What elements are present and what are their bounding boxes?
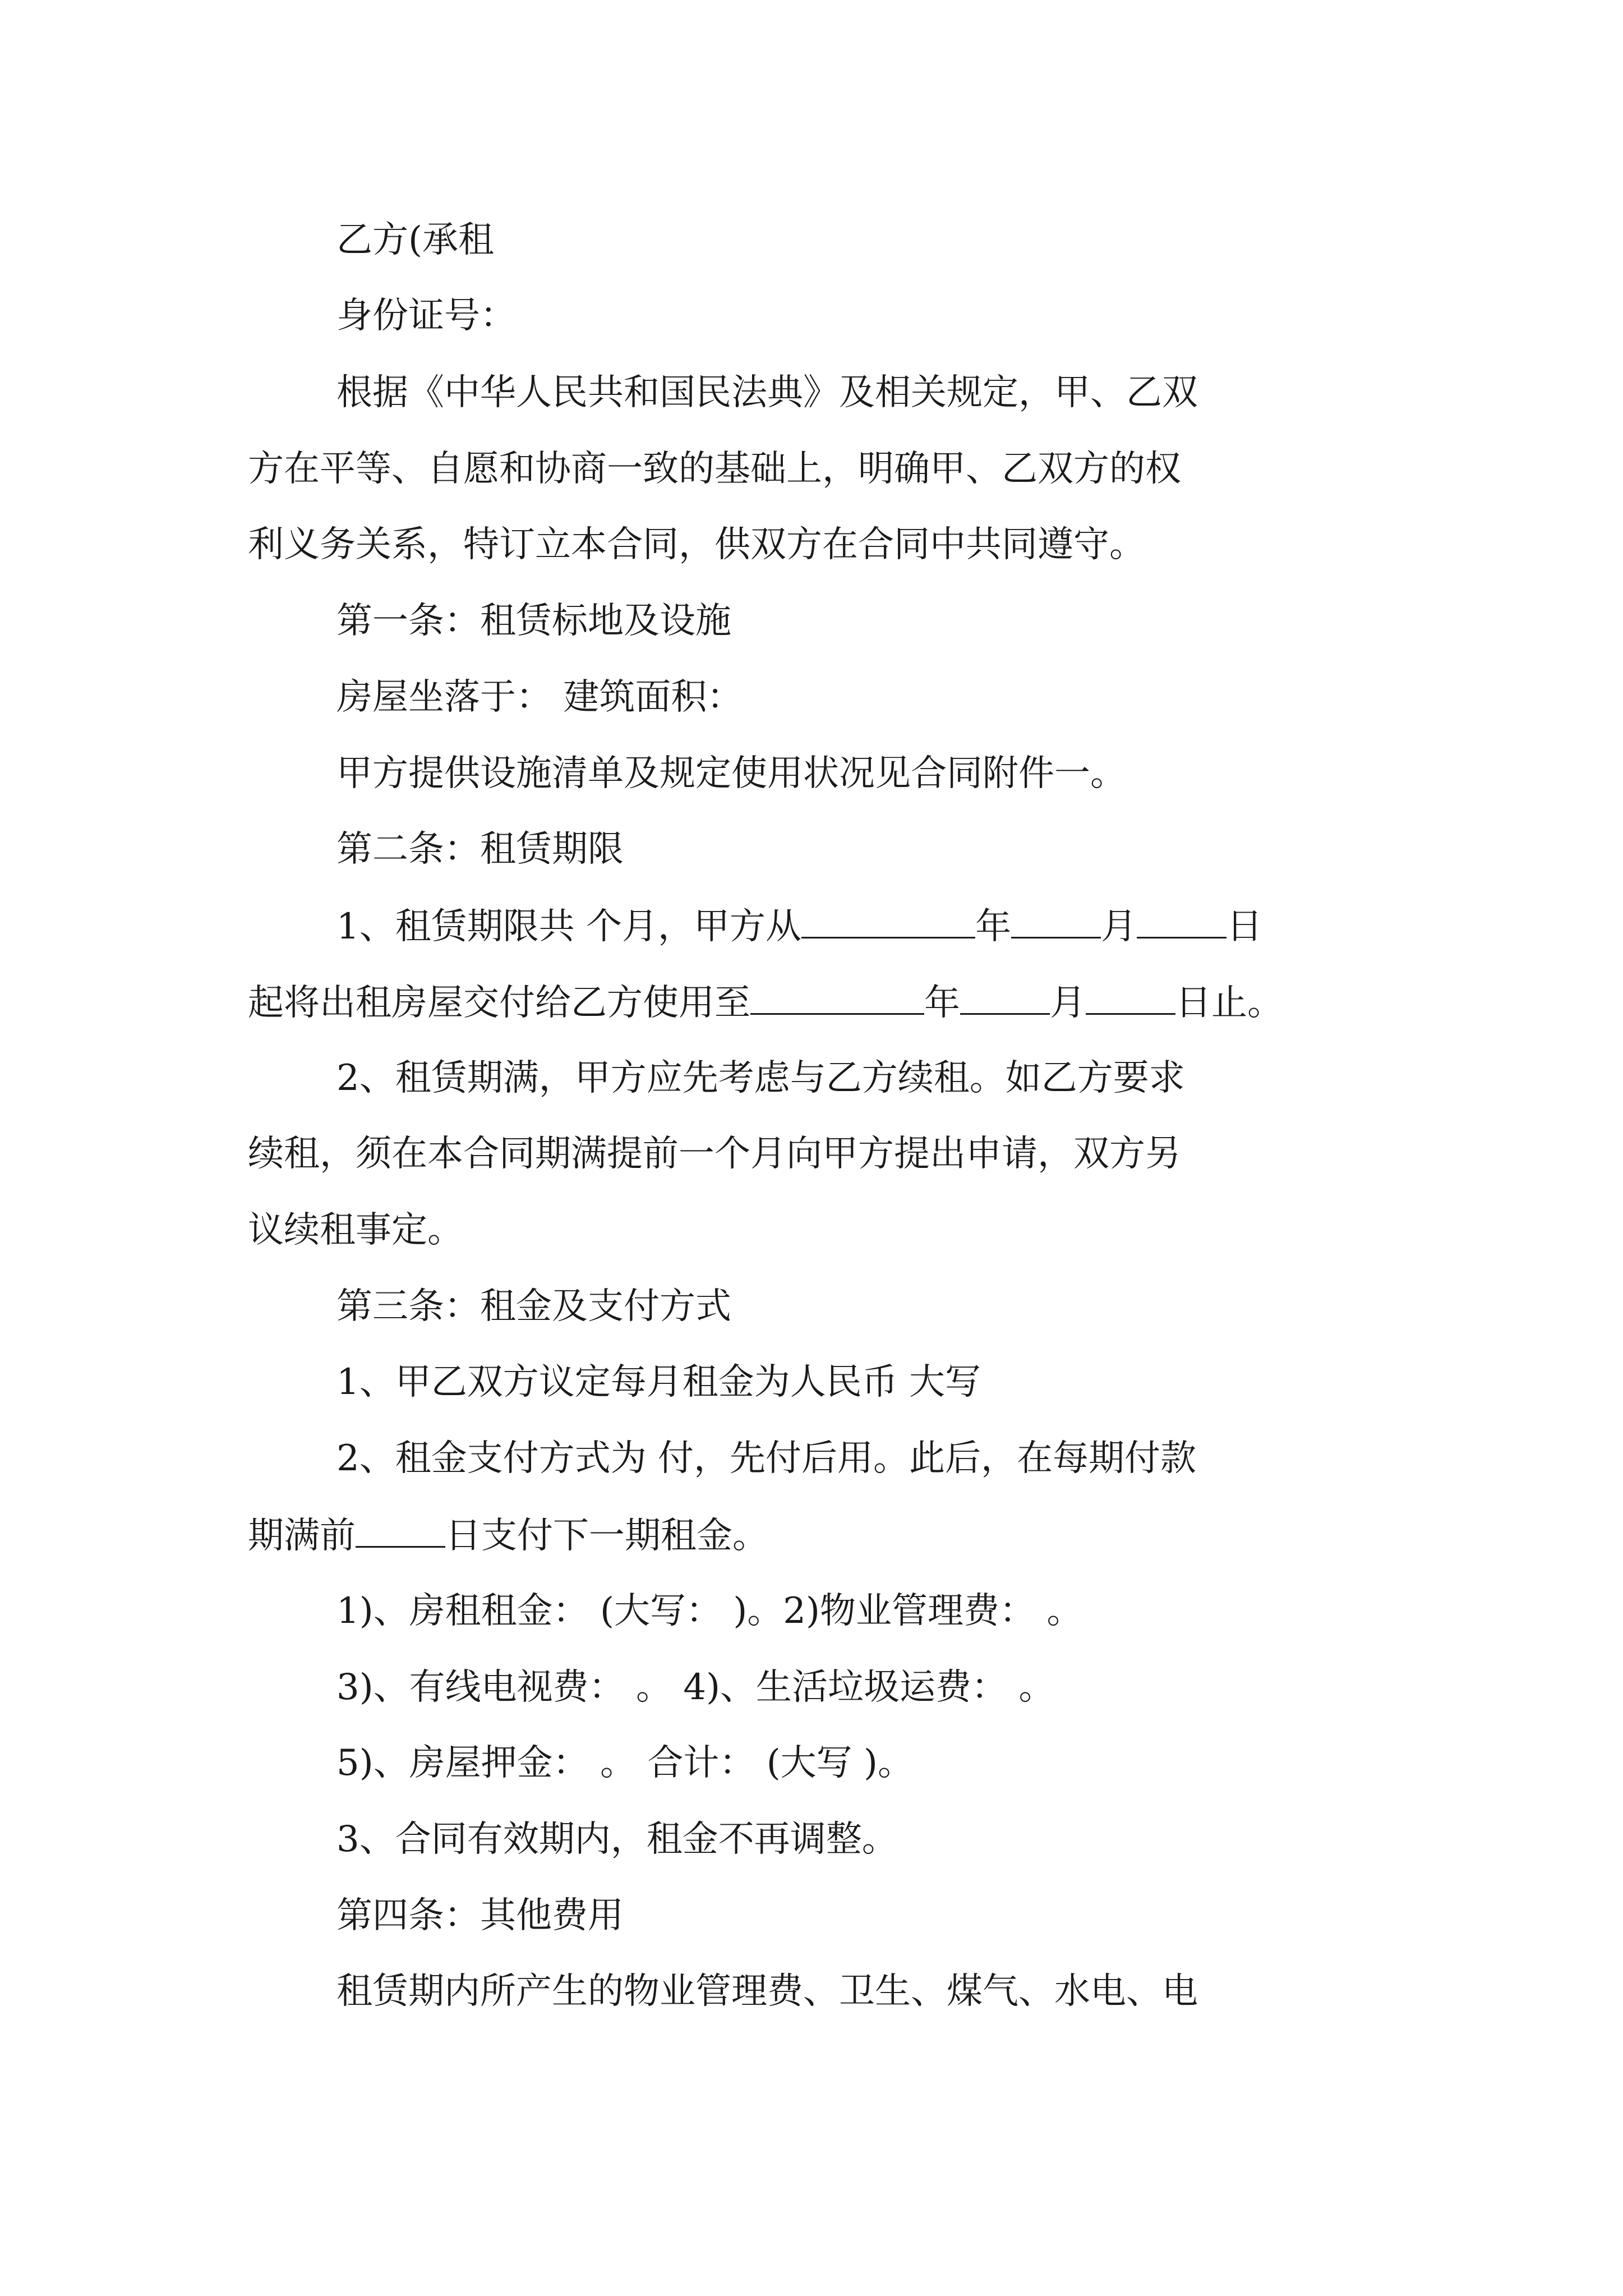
end-year-blank — [750, 979, 924, 1015]
start-month-blank — [1011, 903, 1101, 938]
preamble-line-2: 方在平等、自愿和协商一致的基础上，明确甲、乙双方的权 — [248, 448, 1181, 490]
article-3-heading: 第三条：租金及支付方式 — [336, 1286, 731, 1327]
renewal-line-2: 续租，须在本合同期满提前一个月向甲方提出申请，双方另 — [248, 1133, 1181, 1175]
start-day-blank — [1137, 903, 1227, 938]
facilities-line: 甲方提供设施清单及规定使用状况见合同附件一。 — [336, 753, 1126, 794]
fee-items-line-1: 1)、房租租金： (大写： )。2)物业管理费： 。 — [336, 1590, 1083, 1632]
end-day-blank — [1086, 979, 1175, 1015]
property-location-line: 房屋坐落于： 建筑面积： — [336, 677, 743, 718]
party-b-label: 乙方(承租 — [336, 219, 494, 261]
rent-fixed-line: 3、合同有效期内，租金不再调整。 — [336, 1819, 898, 1860]
payment-method-line-2: 期满前 日支付下一期租金。 — [0, 1512, 1623, 1557]
renewal-line-1: 2、租赁期满，甲方应先考虑与乙方续租。如乙方要求 — [336, 1057, 1185, 1099]
lease-term-line-1: 1、租赁期限共 个月，甲方从 年 月 日 — [0, 903, 1623, 948]
end-month-blank — [960, 979, 1050, 1015]
article-4-heading: 第四条：其他费用 — [336, 1895, 624, 1936]
preamble-line-3: 利义务关系，特订立本合同，供双方在合同中共同遵守。 — [248, 524, 1145, 565]
renewal-line-3: 议续租事定。 — [248, 1209, 463, 1251]
payment-day-blank — [356, 1512, 445, 1548]
article-2-heading: 第二条：租赁期限 — [336, 829, 624, 870]
fee-items-line-2: 3)、有线电视费： 。 4)、生活垃圾运费： 。 — [336, 1667, 1055, 1708]
article-1-heading: 第一条：租赁标地及设施 — [336, 600, 731, 642]
fee-items-line-3: 5)、房屋押金： 。 合计： (大写 )。 — [336, 1742, 914, 1784]
payment-method-line-1: 2、租金支付方式为 付，先付后用。此后，在每期付款 — [336, 1438, 1197, 1479]
preamble-line-1: 根据《中华人民共和国民法典》及相关规定，甲、乙双 — [336, 372, 1198, 413]
id-number-label: 身份证号： — [336, 295, 516, 337]
start-year-blank — [801, 903, 975, 938]
lease-term-line-2: 起将出租房屋交付给乙方使用至 年 月 日止。 — [0, 979, 1623, 1024]
other-fees-line-1: 租赁期内所产生的物业管理费、卫生、煤气、水电、电 — [336, 1971, 1198, 2012]
monthly-rent-line: 1、甲乙双方议定每月租金为人民币 大写 — [336, 1361, 981, 1403]
